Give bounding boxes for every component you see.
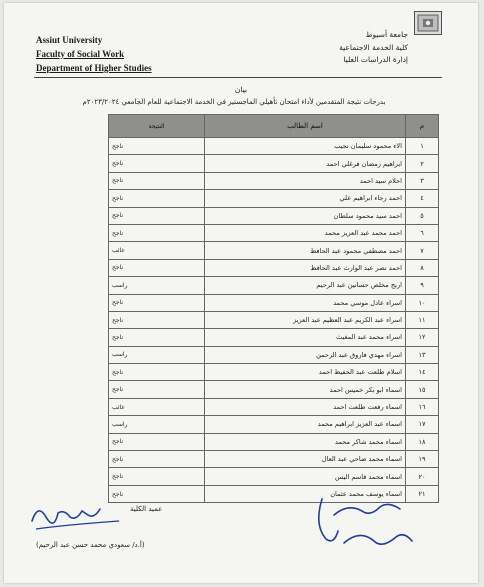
result-status: ناجح bbox=[109, 381, 205, 398]
faculty-name-en: Faculty of Social Work bbox=[36, 49, 125, 59]
table-row bbox=[109, 311, 439, 328]
results-table bbox=[108, 114, 439, 503]
table-row bbox=[109, 155, 439, 172]
student-name: احمد مصطفي محمود عبد الحافظ bbox=[205, 242, 406, 259]
table-row bbox=[109, 433, 439, 450]
student-name: اسماء رفعت طلعت احمد bbox=[205, 398, 406, 415]
table-row bbox=[109, 398, 439, 415]
table-row bbox=[109, 224, 439, 241]
student-name: اسماء عبد العزيز ابراهيم محمد bbox=[205, 416, 406, 433]
row-number: ١٨ bbox=[406, 433, 439, 450]
row-number: ١٥ bbox=[406, 381, 439, 398]
table-row bbox=[109, 294, 439, 311]
table-row bbox=[109, 416, 439, 433]
student-name: اريج مخلص حسانين عبد الرحيم bbox=[205, 277, 406, 294]
row-number: ١ bbox=[406, 138, 439, 155]
table-row bbox=[109, 451, 439, 468]
result-status: راسب bbox=[109, 416, 205, 433]
row-number: ٦ bbox=[406, 224, 439, 241]
row-number: ٧ bbox=[406, 242, 439, 259]
result-status: ناجح bbox=[109, 259, 205, 276]
dean-title: عميد الكلية bbox=[130, 505, 163, 513]
statement-subtitle: بدرجات نتيجة المتقدمين لأداء امتحان تأهيلي الماجستير في الخدمة الاجتماعية للعام الجامعي ٢٠٢٣/٢٠٢٤م bbox=[82, 98, 386, 106]
row-number: ٢ bbox=[406, 155, 439, 172]
result-status: ناجح bbox=[109, 329, 205, 346]
result-status: ناجح bbox=[109, 207, 205, 224]
column-header-result: النتيجة bbox=[109, 115, 205, 138]
student-name: احمد رجاء ابراهيم علي bbox=[205, 190, 406, 207]
row-number: ٩ bbox=[406, 277, 439, 294]
row-number: ٣ bbox=[406, 172, 439, 189]
table-header-row bbox=[109, 115, 439, 138]
table-row bbox=[109, 277, 439, 294]
result-status: ناجح bbox=[109, 172, 205, 189]
row-number: ٢١ bbox=[406, 485, 439, 502]
student-name: اسماء يوسف محمد عثمان bbox=[205, 485, 406, 502]
table-row bbox=[109, 138, 439, 155]
student-name: احمد نصر عبد الوارث عبد الحافظ bbox=[205, 259, 406, 276]
table-row bbox=[109, 259, 439, 276]
student-name: اسماء محمد ضاحي عبد العال bbox=[205, 451, 406, 468]
statement-title: بيان bbox=[234, 85, 248, 94]
row-number: ١٣ bbox=[406, 346, 439, 363]
row-number: ٤ bbox=[406, 190, 439, 207]
table-row bbox=[109, 346, 439, 363]
table-row bbox=[109, 190, 439, 207]
row-number: ١٩ bbox=[406, 451, 439, 468]
dean-signature-mark bbox=[24, 491, 134, 536]
university-name-ar: جامعة أسيوط bbox=[365, 30, 408, 39]
result-status: ناجح bbox=[109, 138, 205, 155]
university-logo bbox=[414, 11, 442, 35]
row-number: ٢٠ bbox=[406, 468, 439, 485]
header-divider bbox=[34, 77, 442, 78]
document-page bbox=[4, 3, 478, 583]
table-row bbox=[109, 329, 439, 346]
row-number: ١٧ bbox=[406, 416, 439, 433]
department-name-ar: إدارة الدراسات العليا bbox=[343, 55, 408, 64]
result-status: ناجح bbox=[109, 294, 205, 311]
student-name: اسراء مهدي فاروق عبد الرحمن bbox=[205, 346, 406, 363]
row-number: ١١ bbox=[406, 311, 439, 328]
table-row bbox=[109, 172, 439, 189]
row-number: ١٦ bbox=[406, 398, 439, 415]
row-number: ١٢ bbox=[406, 329, 439, 346]
result-status: غائب bbox=[109, 398, 205, 415]
director-signature-mark bbox=[304, 485, 424, 560]
result-status: ناجح bbox=[109, 155, 205, 172]
result-status: ناجح bbox=[109, 364, 205, 381]
result-status: راسب bbox=[109, 346, 205, 363]
table-row bbox=[109, 364, 439, 381]
result-status: ناجح bbox=[109, 451, 205, 468]
result-status: ناجح bbox=[109, 224, 205, 241]
result-status: ناجح bbox=[109, 433, 205, 450]
result-status: راسب bbox=[109, 277, 205, 294]
dean-name: (أ.د/ سعودي محمد حسن عبد الرحيم) bbox=[36, 541, 145, 549]
english-header bbox=[36, 33, 152, 75]
row-number: ١٤ bbox=[406, 364, 439, 381]
result-status: ناجح bbox=[109, 485, 205, 502]
table-row bbox=[109, 381, 439, 398]
student-name: احمد سيد محمود سلطان bbox=[205, 207, 406, 224]
student-name: اسماء محمد شاكر محمد bbox=[205, 433, 406, 450]
university-name-en: Assiut University bbox=[36, 35, 103, 45]
result-status: ناجح bbox=[109, 468, 205, 485]
row-number: ١٠ bbox=[406, 294, 439, 311]
student-name: اسراء عادل موسي محمد bbox=[205, 294, 406, 311]
row-number: ٨ bbox=[406, 259, 439, 276]
result-status: غائب bbox=[109, 242, 205, 259]
student-name: اسراء عبد الكريم عبد العظيم عبد العزيز bbox=[205, 311, 406, 328]
student-name: اسراء محمد عبد المغيث bbox=[205, 329, 406, 346]
column-header-student-name: اسم الطالب bbox=[205, 115, 406, 138]
department-name-en: Department of Higher Studies bbox=[36, 63, 152, 73]
student-name: اسلام طلعت عبد الحفيظ احمد bbox=[205, 364, 406, 381]
table-row bbox=[109, 207, 439, 224]
student-name: اسماء محمد قاسم اليس bbox=[205, 468, 406, 485]
faculty-name-ar: كلية الخدمة الاجتماعية bbox=[339, 42, 408, 52]
column-header-number: م bbox=[406, 115, 439, 138]
arabic-header bbox=[339, 29, 408, 67]
result-status: ناجح bbox=[109, 311, 205, 328]
table-row bbox=[109, 468, 439, 485]
student-name: احمد محمد عبد العزيز محمد bbox=[205, 224, 406, 241]
student-name: احلام سيد احمد bbox=[205, 172, 406, 189]
student-name: اسماء ابو بكر خميس احمد bbox=[205, 381, 406, 398]
student-name: ابراهيم رمضان فرغلي احمد bbox=[205, 155, 406, 172]
result-status: ناجح bbox=[109, 190, 205, 207]
student-name: الاء محمود سليمان نجيب bbox=[205, 138, 406, 155]
table-row bbox=[109, 242, 439, 259]
row-number: ٥ bbox=[406, 207, 439, 224]
